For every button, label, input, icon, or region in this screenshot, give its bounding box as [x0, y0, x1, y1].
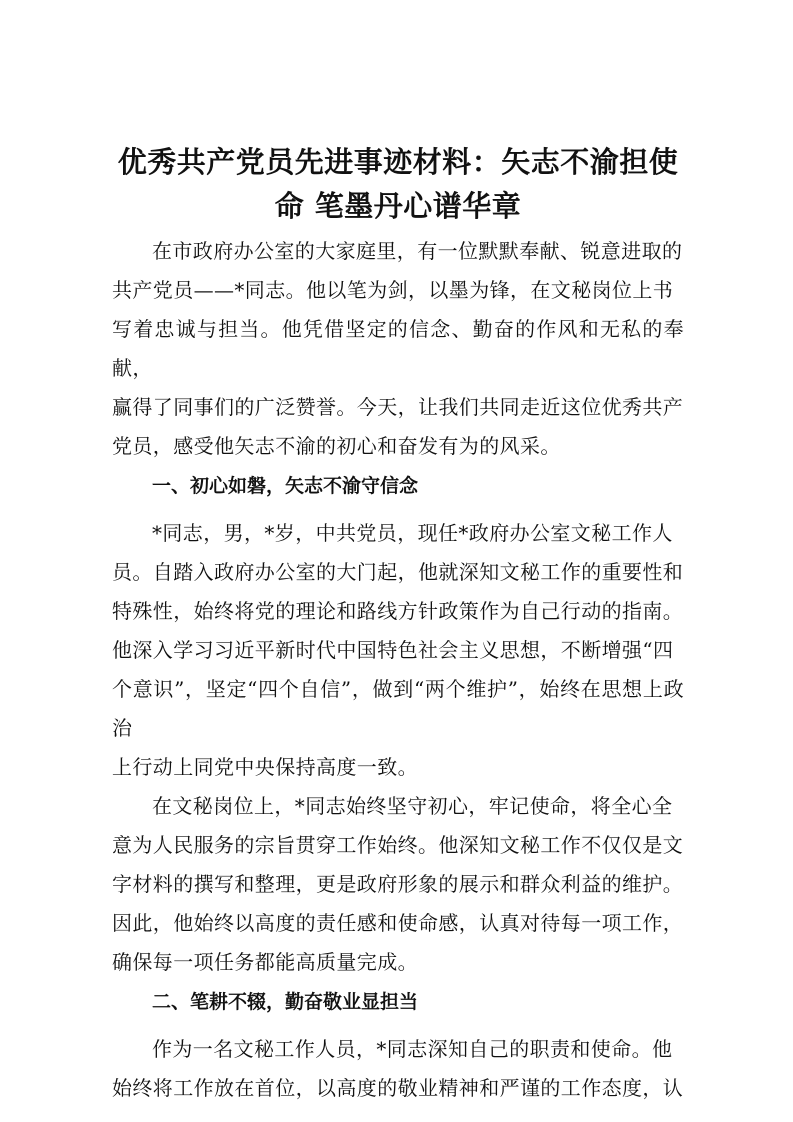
- text-line: 上行动上同党中央保持高度一致。: [112, 755, 418, 779]
- text-line: 他深入学习习近平新时代中国特色社会主义思想，不断增强“四: [112, 638, 674, 662]
- text-line: 特殊性，始终将党的理论和路线方针政策作为自己行动的指南。: [112, 599, 684, 623]
- text-line: 作为一名文秘工作人员，*同志深知自己的职责和使命。他: [152, 1037, 673, 1061]
- text-line: 写着忠诚与担当。他凭借坚定的信念、勤奋的作风和无私的奉献，: [112, 317, 684, 380]
- document-title: [112, 140, 684, 228]
- text-line: 员。自踏入政府办公室的大门起，他就深知文秘工作的重要性和: [112, 560, 684, 584]
- text-line: 因此，他始终以高度的责任感和使命感，认真对待每一项工作，: [112, 911, 684, 935]
- text-line: 个意识”，坚定“四个自信”，做到“两个维护”，始终在思想上政治: [112, 677, 684, 740]
- text-line: 在市政府办公室的大家庭里，有一位默默奉献、锐意进取的: [152, 239, 683, 263]
- paragraph-section-2a: [112, 1030, 684, 1108]
- paragraph-section-1b: [112, 787, 684, 982]
- text-line: 字材料的撰写和整理，更是政府形象的展示和群众利益的维护。: [112, 872, 684, 896]
- section-heading-1: 一、初心如磐，矢志不渝守信念: [152, 475, 419, 497]
- text-line: 党员，感受他矢志不渝的初心和奋发有为的风采。: [112, 434, 561, 458]
- title-line: 命 笔墨丹心谱华章: [274, 189, 522, 223]
- title-line: 优秀共产党员先进事迹材料：矢志不渝担使: [117, 145, 679, 179]
- text-line: 确保每一项任务都能高质量完成。: [112, 950, 418, 974]
- text-line: 共产党员——*同志。他以笔为剑，以墨为锋，在文秘岗位上书: [112, 278, 674, 302]
- document-body: [112, 140, 684, 1108]
- text-line: 在文秘岗位上，*同志始终坚守初心，牢记使命，将全心全: [152, 794, 673, 818]
- paragraph-section-1a: [112, 514, 684, 787]
- text-line: 始终将工作放在首位，以高度的敬业精神和严谨的工作态度，认: [112, 1076, 684, 1100]
- paragraph-intro: [112, 232, 684, 466]
- text-line: *同志，男，*岁，中共党员，现任*政府办公室文秘工作人: [152, 521, 673, 545]
- text-line: 意为人民服务的宗旨贯穿工作始终。他深知文秘工作不仅仅是文: [112, 833, 684, 857]
- section-heading-2: 二、笔耕不辍，勤奋敬业显担当: [152, 991, 419, 1013]
- text-line: 赢得了同事们的广泛赞誉。今天，让我们共同走近这位优秀共产: [112, 395, 684, 419]
